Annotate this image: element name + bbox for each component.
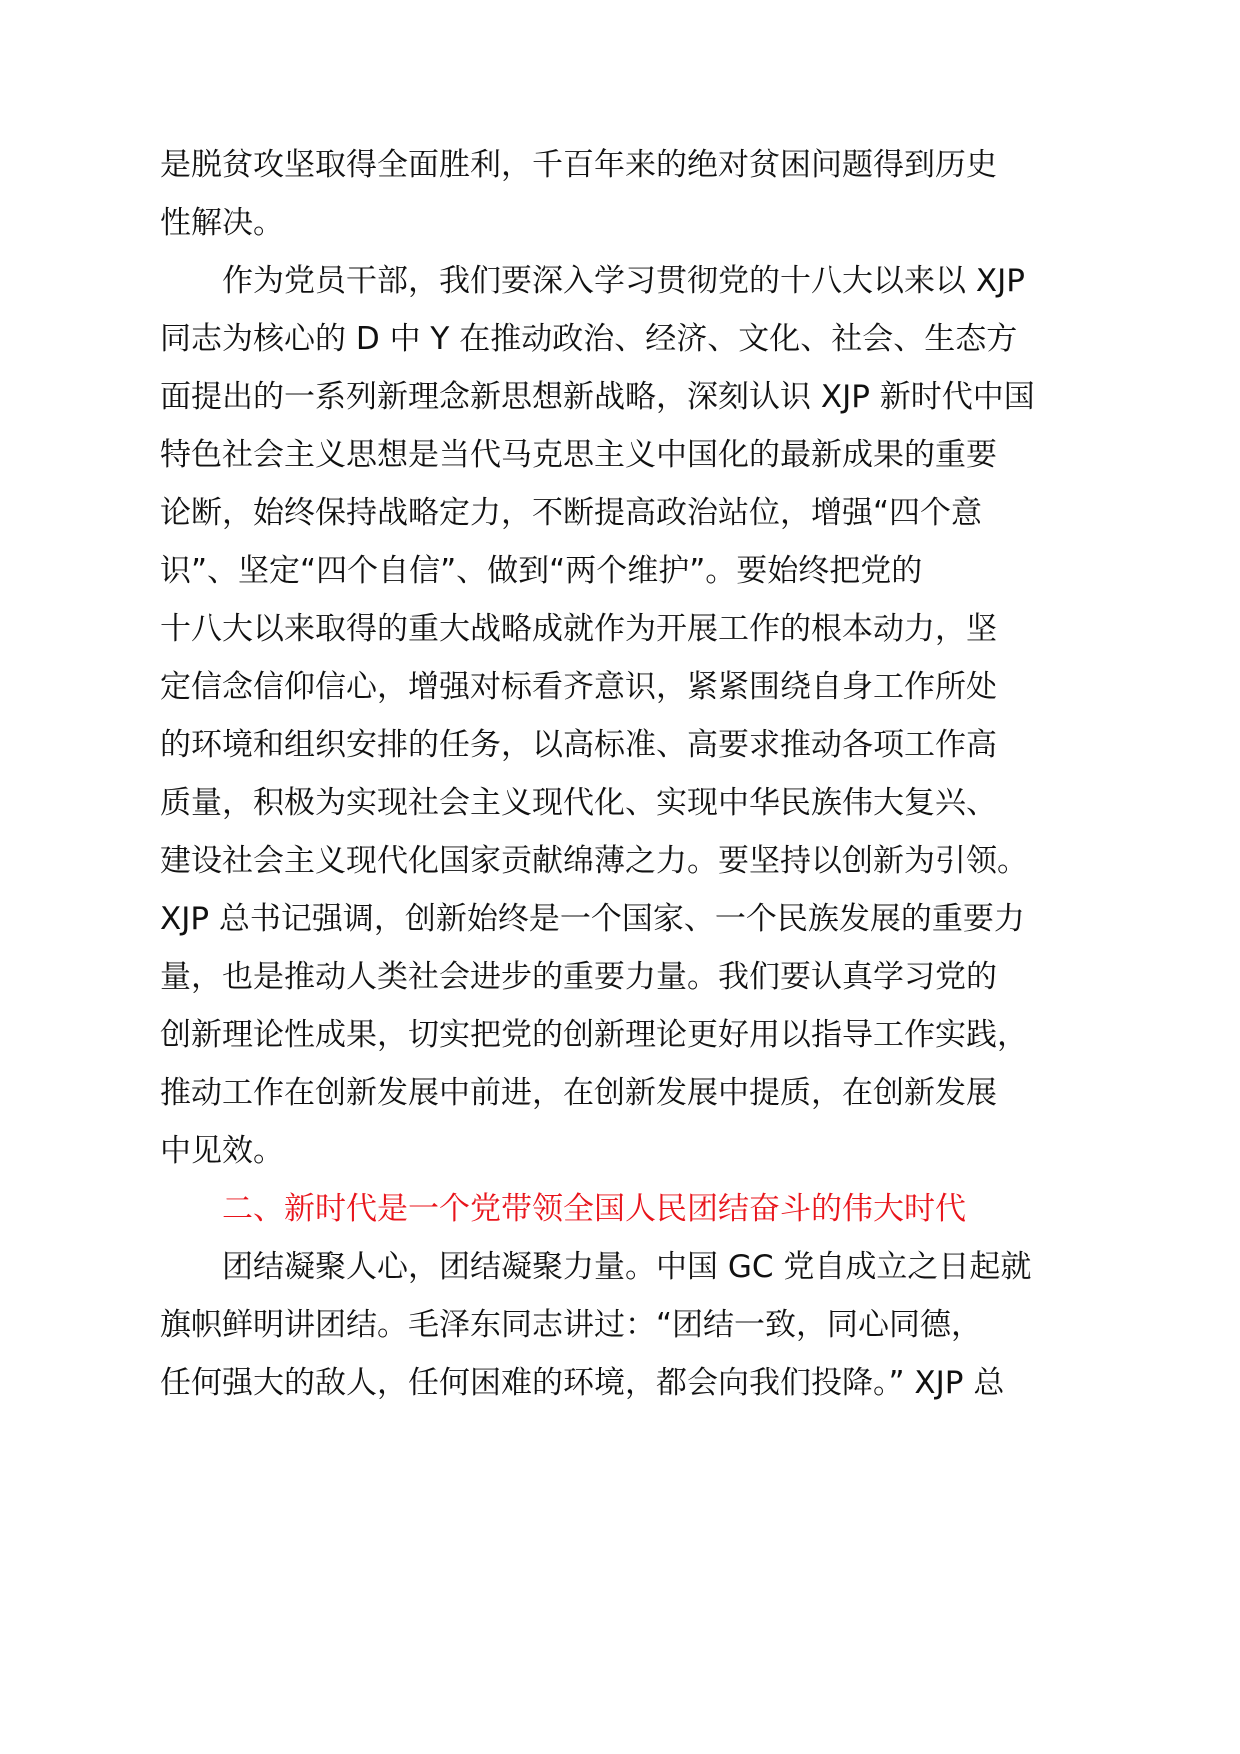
section-heading: 二、新时代是一个党带领全国人民团结奋斗的伟大时代	[222, 1191, 966, 1227]
body-text-line: XJP 总书记强调，创新始终是一个国家、一个民族发展的重要力	[160, 901, 1025, 937]
body-text-line: 面提出的一系列新理念新思想新战略，深刻认识 XJP 新时代中国	[160, 379, 1035, 415]
body-text-line: 创新理论性成果，切实把党的创新理论更好用以指导工作实践，	[160, 1017, 1028, 1053]
paragraph-first-line: 团结凝聚人心，团结凝聚力量。中国 GC 党自成立之日起就	[222, 1249, 1032, 1285]
body-text-line: 定信念信仰信心，增强对标看齐意识，紧紧围绕自身工作所处	[160, 669, 997, 705]
body-text-line: 十八大以来取得的重大战略成就作为开展工作的根本动力，坚	[160, 611, 997, 647]
body-text-line: 建设社会主义现代化国家贡献绵薄之力。要坚持以创新为引领。	[160, 843, 1028, 879]
body-text-line: 论断，始终保持战略定力，不断提高政治站位，增强“四个意	[160, 495, 983, 531]
body-text-line: 质量，积极为实现社会主义现代化、实现中华民族伟大复兴、	[160, 785, 997, 821]
body-text-line: 推动工作在创新发展中前进，在创新发展中提质，在创新发展	[160, 1075, 997, 1111]
body-text-line: 的环境和组织安排的任务，以高标准、高要求推动各项工作高	[160, 727, 997, 763]
body-text-line: 旗帜鲜明讲团结。毛泽东同志讲过：“团结一致，同心同德，	[160, 1307, 983, 1343]
paragraph-first-line: 作为党员干部，我们要深入学习贯彻党的十八大以来以 XJP	[222, 263, 1025, 299]
body-text-line: 识”、坚定“四个自信”、做到“两个维护”。要始终把党的	[160, 553, 923, 589]
body-text-line: 性解决。	[160, 205, 284, 241]
body-text-line: 同志为核心的 D 中 Y 在推动政治、经济、文化、社会、生态方	[160, 321, 1018, 357]
body-text-line: 任何强大的敌人，任何困难的环境，都会向我们投降。” XJP 总	[160, 1365, 1005, 1401]
body-text-line: 特色社会主义思想是当代马克思主义中国化的最新成果的重要	[160, 437, 997, 473]
body-text-line: 是脱贫攻坚取得全面胜利，千百年来的绝对贫困问题得到历史	[160, 147, 997, 183]
body-text-line: 量，也是推动人类社会进步的重要力量。我们要认真学习党的	[160, 959, 997, 995]
body-text-line: 中见效。	[160, 1133, 284, 1169]
